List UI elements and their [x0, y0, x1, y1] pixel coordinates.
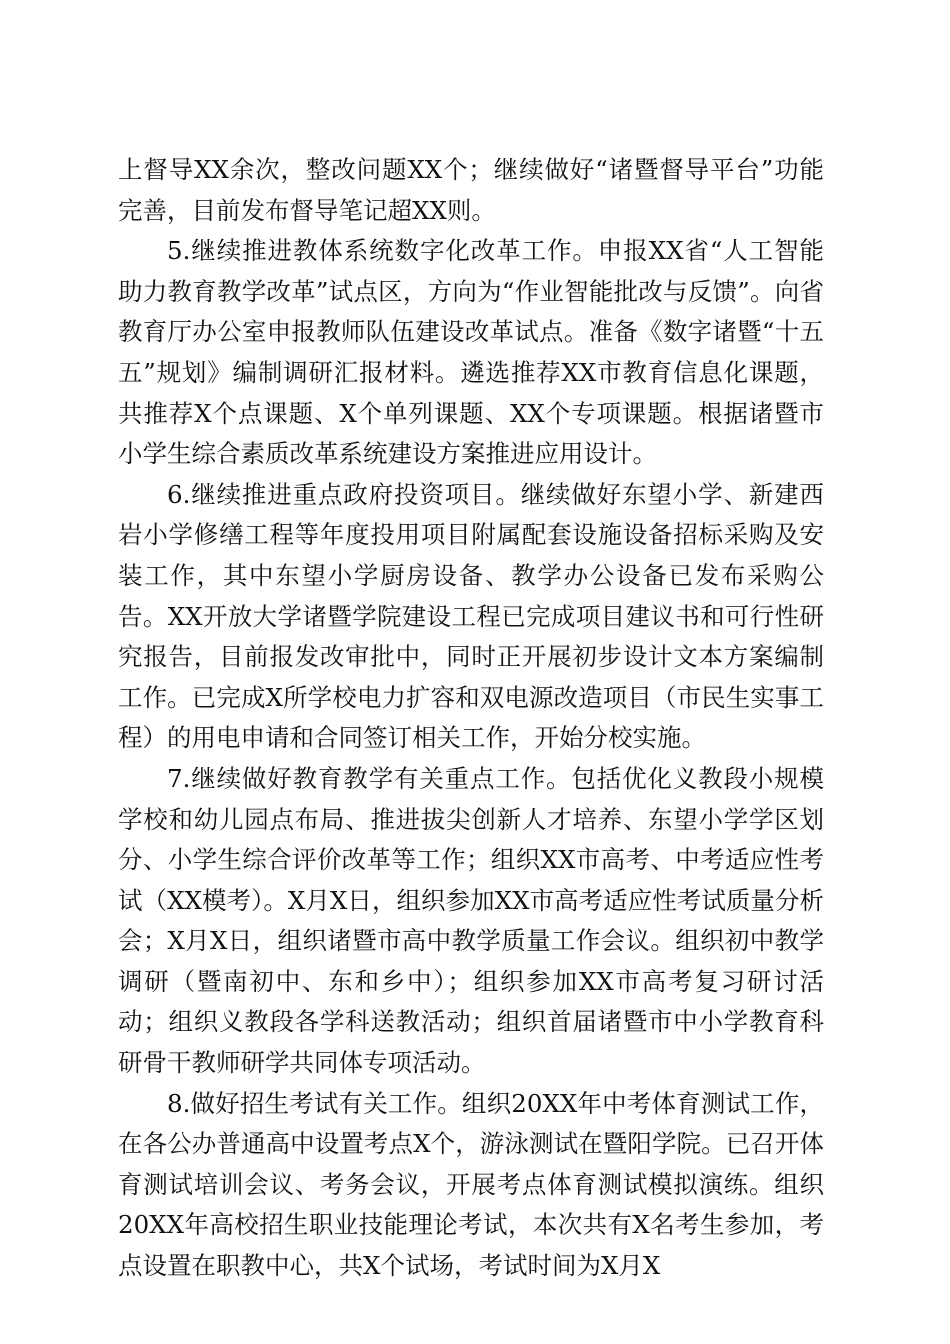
- paragraph-2: 5.继续推进教体系统数字化改革工作。申报XX省“人工智能助力教育教学改革”试点区，方向为“作业智能批改与反馈”。向省教育厅办公室申报教师队伍建设改革试点。准备《数字诸暨“十五五”规划》编制调研汇报材料。遴选推荐XX市教育信息化课题，共推荐X个点课题、X个单列课题、XX个专项课题。根据诸暨市小学生综合素质改革系统建设方案推进应用设计。: [118, 236, 824, 469]
- paragraph-3: 6.继续推进重点政府投资项目。继续做好东望小学、新建西岩小学修缮工程等年度投用项目附属配套设施设备招标采购及安装工作，其中东望小学厨房设备、教学办公设备已发布采购公告。XX开放大学诸暨学院建设工程已完成项目建议书和可行性研究报告，目前报发改审批中，同时正开展初步设计文本方案编制工作。已完成X所学校电力扩容和双电源改造项目（市民生实事工程）的用电申请和合同签订相关工作，开始分校实施。: [118, 479, 824, 753]
- document-body: [118, 150, 824, 1287]
- paragraph-4: 7.继续做好教育教学有关重点工作。包括优化义教段小规模学校和幼儿园点布局、推进拔尖创新人才培养、东望小学学区划分、小学生综合评价改革等工作；组织XX市高考、中考适应性考试（XX模考）。X月X日，组织参加XX市高考适应性考试质量分析会；X月X日，组织诸暨市高中教学质量工作会议。组织初中教学调研（暨南初中、东和乡中）；组织参加XX市高考复习研讨活动；组织义教段各学科送教活动；组织首届诸暨市中小学教育科研骨干教师研学共同体专项活动。: [118, 763, 824, 1078]
- paragraph-1: 上督导XX余次，整改问题XX个；继续做好“诸暨督导平台”功能完善，目前发布督导笔记超XX则。: [118, 155, 824, 225]
- paragraph-5: 8.做好招生考试有关工作。组织20XX年中考体育测试工作，在各公办普通高中设置考点X个，游泳测试在暨阳学院。已召开体育测试培训会议、考务会议，开展考点体育测试模拟演练。组织20XX年高校招生职业技能理论考试，本次共有X名考生参加，考点设置在职教中心，共X个试场，考试时间为X月X: [118, 1088, 824, 1281]
